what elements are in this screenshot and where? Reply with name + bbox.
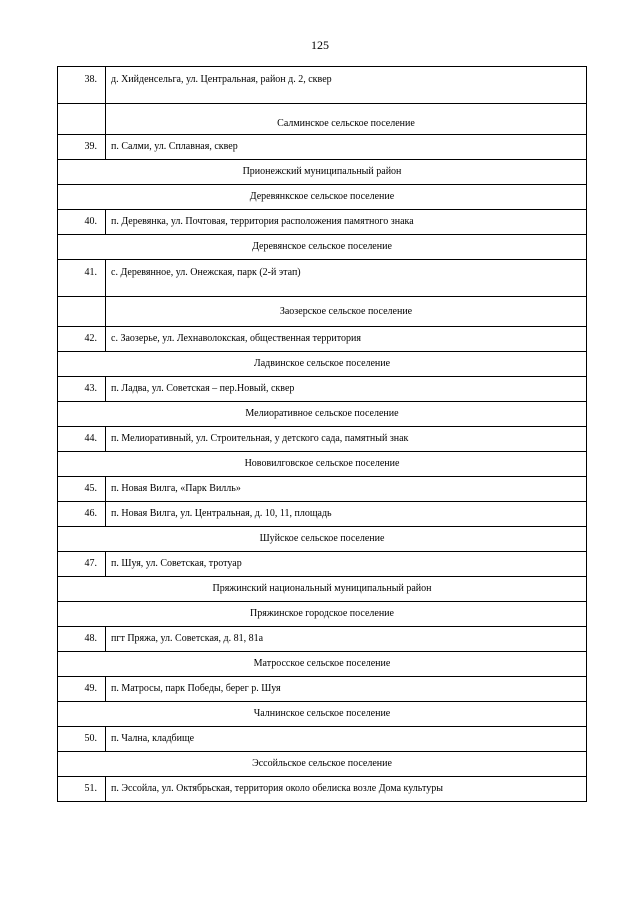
row-location: пгт Пряжа, ул. Советская, д. 81, 81а [106,627,587,652]
row-number: 43. [58,377,106,402]
section-row [58,104,587,135]
table-row [58,327,587,352]
section-heading: Шуйское сельское поселение [58,527,587,552]
section-heading: Деревянское сельское поселение [58,235,587,260]
row-location: п. Матросы, парк Победы, берег р. Шуя [106,677,587,702]
row-number: 40. [58,210,106,235]
table-row [58,552,587,577]
table-row [58,427,587,452]
row-location: д. Хийденсельга, ул. Центральная, район д. 2, сквер [106,67,587,104]
row-number: 47. [58,552,106,577]
section-heading: Деревянкское сельское поселение [58,185,587,210]
row-location: с. Деревянное, ул. Онежская, парк (2-й этап) [106,260,587,297]
table-row [58,627,587,652]
section-heading: Матросское сельское поселение [58,652,587,677]
section-row [58,352,587,377]
section-row [58,652,587,677]
section-heading: Ладвинское сельское поселение [58,352,587,377]
table-row [58,210,587,235]
row-location: п. Новая Вилга, ул. Центральная, д. 10, 11, площадь [106,502,587,527]
section-row [58,577,587,602]
row-number: 44. [58,427,106,452]
table-row [58,260,587,297]
section-heading: Заозерское сельское поселение [106,297,587,327]
table-row [58,777,587,802]
section-row [58,297,587,327]
table-row [58,727,587,752]
table-row [58,677,587,702]
section-row [58,402,587,427]
section-row [58,702,587,727]
table-row [58,502,587,527]
section-row [58,235,587,260]
row-location: п. Чална, кладбище [106,727,587,752]
locations-table [57,66,587,802]
row-location: с. Заозерье, ул. Лехнаволокская, общественная территория [106,327,587,352]
empty-cell [58,104,106,135]
section-row [58,160,587,185]
section-heading: Мелиоративное сельское поселение [58,402,587,427]
table-row [58,135,587,160]
section-row [58,452,587,477]
table-row [58,67,587,104]
empty-cell [58,297,106,327]
row-number: 41. [58,260,106,297]
row-location: п. Новая Вилга, «Парк Вилль» [106,477,587,502]
section-row [58,752,587,777]
section-heading: Нововилговское сельское поселение [58,452,587,477]
row-location: п. Мелиоративный, ул. Строительная, у детского сада, памятный знак [106,427,587,452]
page-number: 125 [311,38,329,52]
row-number: 45. [58,477,106,502]
section-heading: Пряжинское городское поселение [58,602,587,627]
district-heading: Пряжинский национальный муниципальный район [58,577,587,602]
table-row [58,377,587,402]
row-number: 49. [58,677,106,702]
row-location: п. Шуя, ул. Советская, тротуар [106,552,587,577]
section-heading: Эссойльское сельское поселение [58,752,587,777]
row-number: 42. [58,327,106,352]
row-location: п. Ладва, ул. Советская – пер.Новый, сквер [106,377,587,402]
row-location: п. Эссойла, ул. Октябрьская, территория около обелиска возле Дома культуры [106,777,587,802]
row-location: п. Салми, ул. Сплавная, сквер [106,135,587,160]
row-number: 46. [58,502,106,527]
section-row [58,527,587,552]
table-row [58,477,587,502]
section-heading: Салминское сельское поселение [106,104,587,135]
row-number: 50. [58,727,106,752]
section-heading: Чалнинское сельское поселение [58,702,587,727]
section-row [58,185,587,210]
row-number: 38. [58,67,106,104]
row-number: 48. [58,627,106,652]
district-heading: Прионежский муниципальный район [58,160,587,185]
row-number: 51. [58,777,106,802]
row-number: 39. [58,135,106,160]
section-row [58,602,587,627]
row-location: п. Деревянка, ул. Почтовая, территория расположения памятного знака [106,210,587,235]
